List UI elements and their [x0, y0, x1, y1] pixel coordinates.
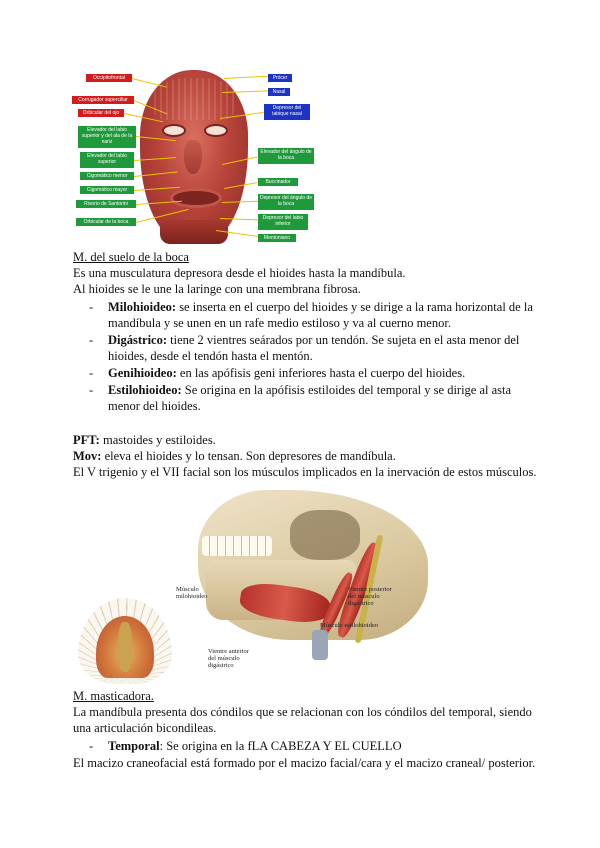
- label-left-7: Risorio de Santorini: [76, 200, 136, 208]
- bullet-continuation: hioides, desde el tendón hasta el mentón.: [108, 349, 313, 363]
- bullet-continuation: menor del hioides.: [108, 399, 201, 413]
- section-heading-masticatory: M. masticadora.: [73, 689, 154, 703]
- label-right-5: Depresor del ángulo de la boca: [258, 194, 314, 210]
- label-right-6: Depresor del labio inferior: [258, 214, 308, 230]
- bullet-genihioideo: [108, 365, 465, 381]
- right-eye: [204, 124, 228, 137]
- hyoid-larynx: [312, 630, 328, 660]
- label-right-4: Buccinador: [258, 178, 298, 186]
- label-right-0: Prócer: [268, 74, 292, 82]
- temporal-fossa: [290, 510, 360, 560]
- bullet-text: tiene 2 vientres seárados por un tendón. Se sujeta en el asta menor del: [167, 333, 520, 347]
- nose: [184, 140, 202, 174]
- bullet-text: Se origina en la apófisis estiloides del temporal y se dirige al asta: [181, 383, 512, 397]
- label-left-3: Elevador del labio superior y del ala de la nariz: [78, 126, 136, 148]
- paragraph-line: La mandíbula presenta dos cóndilos que se relacionan con los cóndilos del temporal, siendo: [73, 705, 532, 719]
- paragraph-line: Al hioides se le une la laringe con una membrana fibrosa.: [73, 282, 361, 296]
- bullet-term: Estilohioideo:: [108, 383, 182, 397]
- label-left-5: Cigomático menor: [80, 172, 134, 180]
- bullet-temporal: [108, 738, 402, 754]
- bullet-term: Temporal: [108, 739, 160, 753]
- label-left-4: Elevador del labio superior: [80, 152, 134, 168]
- paragraph-line: El V trigenio y el VII facial son los músculos implicados en la inervación de estos músculos.: [73, 465, 537, 479]
- label-left-6: Cigomático mayor: [80, 186, 134, 194]
- upper-teeth: [202, 536, 272, 556]
- caption-anterior-3: digástrico: [208, 662, 234, 669]
- mouth: [170, 188, 222, 208]
- bullet-text: : Se origina en la fLA CABEZA Y EL CUELLO: [159, 739, 402, 753]
- facial-muscles-figure: [72, 68, 320, 246]
- bullet-dash: -: [89, 739, 94, 753]
- caption-milohioideo-1: Músculo: [176, 586, 199, 593]
- label-right-3: Elevador del ángulo de la boca: [258, 148, 314, 164]
- mouth-floor-figure: [78, 598, 172, 684]
- bullet-dash: -: [89, 366, 94, 380]
- caption-anterior-1: Vientre anterior: [208, 648, 249, 655]
- label-left-2: Orbicular del ojo: [78, 109, 124, 117]
- mov-label: Mov:: [73, 449, 102, 463]
- bullet-text: en las apófisis geni inferiores hasta el cuerpo del hioides.: [176, 366, 466, 380]
- bullet-term: Genihioideo:: [108, 366, 177, 380]
- leader-line: [222, 90, 268, 93]
- left-eye: [162, 124, 186, 137]
- bullet-term: Milohioideo:: [108, 300, 177, 314]
- bullet-estilohioideo: [108, 382, 511, 398]
- paragraph-line: una articulación bicondileas.: [73, 721, 217, 735]
- bullet-milohioideo: [108, 299, 533, 315]
- paragraph-line: Es una musculatura depresora desde el hioides hasta la mandíbula.: [73, 266, 406, 280]
- label-right-2: Depresor del tabique nasal: [264, 104, 310, 120]
- bullet-term: Digástrico:: [108, 333, 168, 347]
- paragraph-line: El macizo craneofacial está formado por el macizo facial/cara y el macizo craneal/ posterior.: [73, 756, 536, 770]
- leader-line: [222, 201, 258, 203]
- jaw-muscles-figure: [170, 490, 430, 670]
- leader-line: [224, 76, 268, 79]
- label-right-1: Nasal: [268, 88, 290, 96]
- label-left-1: Corrugador superciliar: [72, 96, 134, 104]
- pft-line: [73, 432, 216, 448]
- mov-line: [73, 448, 396, 464]
- caption-posterior-1: Vientre posterior: [348, 586, 392, 593]
- label-left-0: Occipitofrontal: [86, 74, 132, 82]
- bullet-digastrico: [108, 332, 519, 348]
- bullet-dash: -: [89, 300, 94, 314]
- caption-posterior-3: digástrico: [348, 600, 374, 607]
- caption-anterior-2: del músculo: [208, 655, 240, 662]
- median-raphe: [118, 622, 132, 672]
- caption-posterior-2: del músculo: [348, 593, 380, 600]
- label-left-8: Orbicular de la boca: [76, 218, 136, 226]
- pft-text: mastoides y estiloides.: [99, 433, 216, 447]
- bullet-continuation: mandíbula y se unen en un rafe medio estiloso y va al cuerno menor.: [108, 316, 451, 330]
- caption-estilohioideo: Músculo estilohioideo: [320, 622, 378, 629]
- caption-milohioideo-2: milohioideo: [176, 593, 208, 600]
- bullet-dash: -: [89, 383, 94, 397]
- bullet-dash: -: [89, 333, 94, 347]
- label-right-7: Mentoniano: [258, 234, 296, 242]
- pft-label: PFT:: [73, 433, 100, 447]
- mov-text: eleva el hioides y lo tensan. Son depresores de mandíbula.: [101, 449, 396, 463]
- bullet-text: se inserta en el cuerpo del hioides y se dirige a la rama horizontal de la: [176, 300, 533, 314]
- neck: [160, 220, 228, 244]
- section-heading-floor-of-mouth: M. del suelo de la boca: [73, 250, 189, 264]
